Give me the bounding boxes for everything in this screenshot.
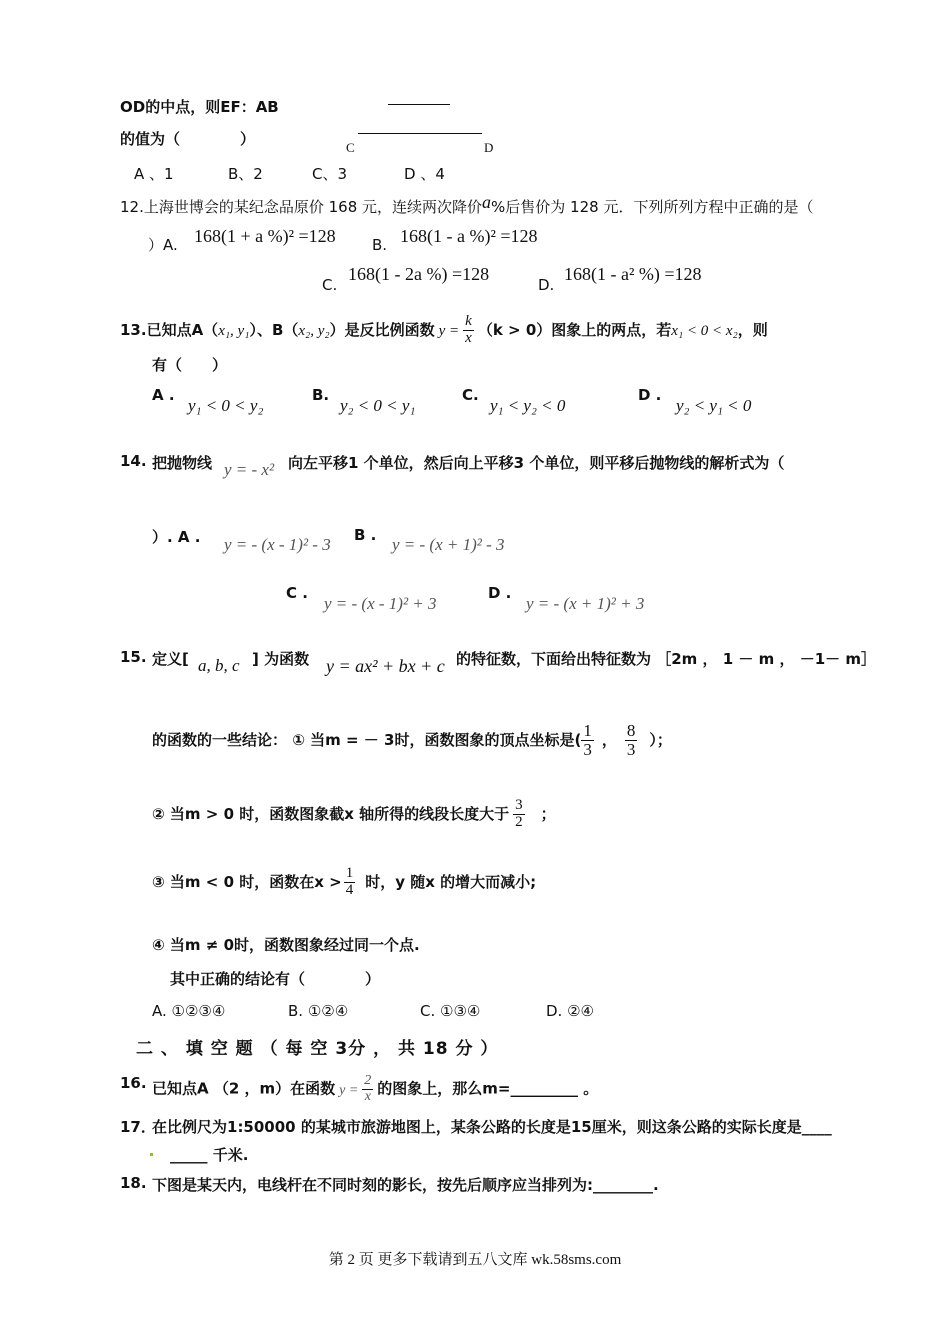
q15-option-c: C. ①③④ — [420, 1002, 481, 1020]
q15-abc: a, b, c — [198, 656, 240, 675]
page-footer: 第 2 页 更多下载请到五八文库 wk.58sms.com — [328, 1252, 622, 1268]
q11-option-d: D 、4 — [404, 165, 445, 183]
q15-function: y = ax² + bx + c — [326, 656, 445, 676]
q12-stem — [120, 192, 814, 217]
q14-label-b: B . — [354, 526, 377, 544]
q14-stem-a: 把抛物线 — [152, 454, 213, 472]
q15-vx-den: 3 — [583, 739, 592, 759]
q11-option-b: B、2 — [228, 165, 263, 183]
q16-num: 16. — [120, 1074, 147, 1092]
q15-c3-end: 时，y 随x 的增大而减小; — [365, 872, 537, 891]
q13-label-c: C. — [462, 386, 479, 404]
q14-stem-b: 向左平移1 个单位，然后向上平移3 个单位，则平移后抛物线的解析式为（ — [288, 454, 785, 472]
q15-c2-end: ； — [540, 804, 556, 823]
q13-stem — [120, 314, 768, 347]
q14-parabola: y = - x² — [224, 460, 275, 479]
q15-stem-b: ] 为函数 — [252, 650, 310, 668]
q12-label-d: D. — [538, 276, 555, 294]
q16-stem-a: 已知点A （2 ，m）在函数 — [152, 1079, 336, 1098]
q15-comma: ， — [601, 730, 617, 749]
q11-option-a: A 、1 — [134, 165, 174, 183]
q11-line2: 的值为（ ） — [120, 130, 256, 148]
q15-c3-num: 1 — [345, 865, 354, 881]
q15-c3-text: ③ 当m < 0 时，函数在x > — [152, 872, 342, 891]
q12-var-a: a — [482, 192, 492, 212]
q12-eq-d: 168(1 - a² %) =128 — [564, 264, 702, 284]
q13-stem-d: （k > 0）图象上的两点，若 — [477, 320, 672, 339]
q14-label-c: C . — [286, 584, 308, 602]
q13-frac-den: x — [465, 329, 472, 346]
fraction-bar-top — [388, 104, 450, 105]
q15-stem-a: 定义[ — [152, 650, 189, 668]
q13-stem-a: 13.已知点A（ — [120, 320, 219, 339]
q13-frac-num: k — [465, 313, 472, 329]
q15-stem-c: 的特征数，下面给出特征数为 ［2m ， 1 － m ， －1－ m］ — [456, 650, 876, 668]
q15-conclusion-2 — [152, 798, 556, 831]
q15-option-d: D. ②④ — [546, 1002, 594, 1020]
q15-c3-den: 4 — [345, 881, 354, 898]
q13-stem-c: ）是反比例函数 — [329, 320, 435, 339]
q15-c3-fraction — [344, 866, 356, 899]
q12-stem-end: %后售价为 128 元．下列所列方程中正确的是（ — [491, 198, 814, 216]
q15-line2-text: 的函数的一些结论： ① 当m = － 3时，函数图象的顶点坐标是( — [152, 730, 582, 749]
q14-option-a: y = - (x - 1)² - 3 — [224, 535, 331, 554]
q13-condition: x₁ < 0 < x₂ — [671, 322, 738, 339]
q13-label-d: D . — [638, 386, 662, 404]
q15-line2-end: ）； — [649, 730, 672, 749]
q18-stem: 下图是某天内，电线杆在不同时刻的影长，按先后顺序应当排列为:________. — [152, 1176, 659, 1194]
segment-cd — [358, 133, 482, 134]
q12-eq-c: 168(1 - 2a %) =128 — [348, 264, 490, 284]
q13-option-a: y₁ < 0 < y₂ — [188, 396, 264, 415]
q12-label-b: B. — [372, 236, 388, 254]
q17-num: 17． — [120, 1118, 156, 1136]
q16-stem-b: 的图象上，那么m=_________ 。 — [377, 1079, 599, 1098]
q12-open-a: ）A. — [148, 236, 178, 254]
q15-c2-num: 3 — [515, 797, 523, 813]
q15-line2 — [152, 722, 672, 759]
q15-c2-text: ② 当m > 0 时，函数图象截x 轴所得的线段长度大于 — [152, 804, 510, 823]
q15-c2-fraction — [513, 798, 525, 831]
q18-num: 18. — [120, 1174, 147, 1192]
q12-eq-b: 168(1 - a %)² =128 — [400, 226, 538, 246]
q15-vertex-x — [581, 722, 594, 759]
q16-fraction — [362, 1074, 373, 1104]
q13-y-eq: y = — [438, 322, 460, 339]
q17-line1: 在比例尺为1:50000 的某城市旅游地图上，某条公路的长度是15厘米，则这条公路的实际长度是____ — [152, 1118, 832, 1136]
q13-fraction — [463, 314, 474, 347]
q14-open: ）. A . — [152, 528, 201, 546]
q16-y-eq: y = — [339, 1082, 359, 1098]
q15-conclusion-3 — [152, 866, 536, 899]
q15-vertex-y — [625, 722, 638, 759]
q13-line2: 有（ ） — [152, 356, 228, 374]
section-heading-fill-in: 二 、 填 空 题 （ 每 空 3分 ， 共 18 分 ） — [136, 1039, 499, 1059]
label-c: C — [346, 140, 355, 155]
q11-option-c: C、3 — [312, 165, 348, 183]
q16-frac-den: x — [364, 1088, 371, 1104]
q13-stem-b: ）、B（ — [249, 320, 299, 339]
q12-stem-text: 12.上海世博会的某纪念品原价 168 元，连续两次降价 — [120, 198, 483, 216]
q17-line2: _____ 千米. — [170, 1146, 249, 1164]
q15-conclusion-4: ④ 当m ≠ 0时，函数图象经过同一个点. — [152, 936, 420, 954]
q12-eq-a: 168(1 + a %)² =128 — [194, 226, 336, 246]
q13-option-b: y₂ < 0 < y₁ — [340, 396, 416, 415]
q13-point-a: x₁, y₁ — [218, 322, 250, 339]
q14-option-b: y = - (x + 1)² - 3 — [392, 535, 505, 554]
q15-ask: 其中正确的结论有（ ） — [170, 970, 381, 988]
q13-point-b: x₂, y₂ — [298, 322, 330, 339]
label-d: D — [484, 140, 494, 155]
q15-vx-num: 1 — [583, 721, 592, 740]
q15-vy-den: 3 — [626, 739, 636, 759]
q14-option-d: y = - (x + 1)² + 3 — [526, 594, 645, 613]
q15-c2-den: 2 — [515, 813, 523, 830]
q14-label-d: D . — [488, 584, 512, 602]
q15-vy-num: 8 — [626, 721, 636, 740]
q15-num: 15. — [120, 648, 147, 666]
q13-label-b: B. — [312, 386, 330, 404]
q13-label-a: A . — [152, 386, 175, 404]
green-dot — [150, 1153, 153, 1156]
q13-option-d: y₂ < y₁ < 0 — [676, 396, 752, 415]
q13-option-c: y₁ < y₂ < 0 — [490, 396, 566, 415]
q13-stem-e: ，则 — [737, 320, 768, 339]
q14-num: 14. — [120, 452, 147, 470]
q15-option-b: B. ①②④ — [288, 1002, 349, 1020]
q12-label-c: C. — [322, 276, 338, 294]
q16-stem — [152, 1074, 598, 1104]
q11-line1: OD的中点，则EF：AB — [120, 98, 279, 116]
q16-frac-num: 2 — [364, 1073, 372, 1088]
q15-option-a: A. ①②③④ — [152, 1002, 226, 1020]
q14-option-c: y = - (x - 1)² + 3 — [324, 594, 437, 613]
